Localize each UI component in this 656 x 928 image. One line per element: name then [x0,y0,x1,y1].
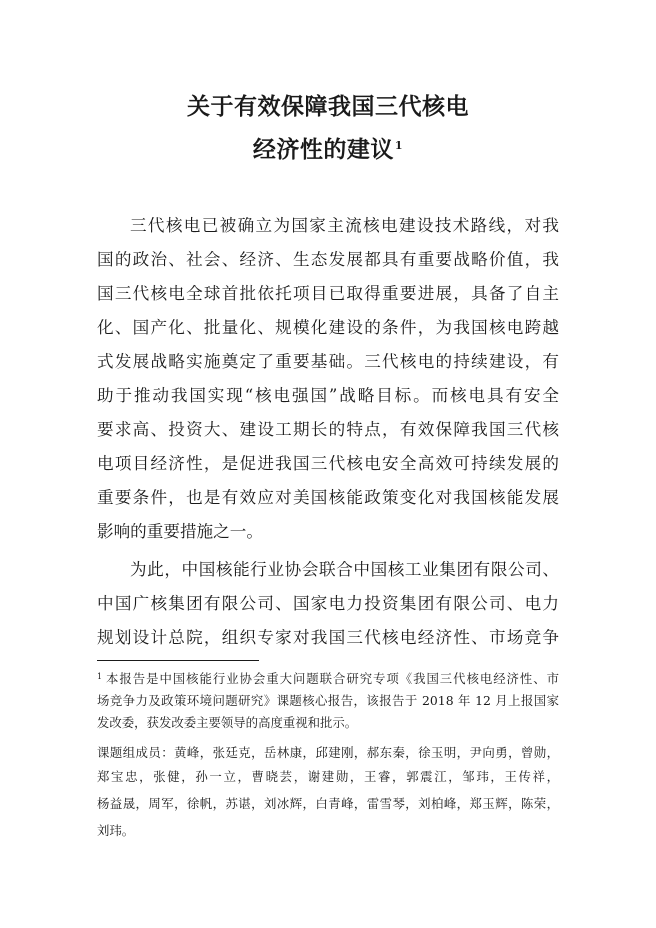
document-title-line-2 [0,135,656,165]
body-line-1: 三代核电已被确立为国家主流核电建设技术路线，对我 [130,216,559,235]
footnote-marker: 1 [97,672,103,681]
members-line-2: 郑宝忠，张健，孙一立，曹晓芸，谢建勋，王睿，郭震江，邹玮，王传祥， [97,769,559,784]
body-line-13: 规划设计总院，组织专家对我国三代核电经济性、市场竞争 [97,628,559,647]
body-line-9: 重要条件，也是有效应对美国核能政策变化对我国核能发展 [97,488,559,507]
body-line-2: 国的政治、社会、经济、生态发展都具有重要战略价值，我 [97,250,559,269]
title-footnote-ref: 1 [394,139,404,152]
footnote-line-1 [97,670,559,688]
footnote-text-1: 本报告是中国核能行业协会重大问题联合研究专项《我国三代核电经济性、市 [105,671,559,686]
members-line-3: 杨益晟，周军，徐帆，苏谌，刘冰辉，白青峰，雷雪琴，刘柏峰，郑玉辉，陈荣， [97,796,559,811]
footnote-line-3: 发改委，获发改委主要领导的高度重视和批示。 [97,715,358,730]
title-text-2: 经济性的建议 [252,136,394,163]
body-line-5: 式发展战略实施奠定了重要基础。三代核电的持续建设，有 [97,352,559,371]
body-line-10: 影响的重要措施之一。 [97,522,263,541]
body-line-7: 要求高、投资大、建设工期长的特点，有效保障我国三代核 [97,420,559,439]
body-line-11: 为此，中国核能行业协会联合中国核工业集团有限公司、 [130,560,559,579]
body-line-8: 电项目经济性，是促进我国三代核电安全高效可持续发展的 [97,454,559,473]
footnote-line-2: 场竞争力及政策环境问题研究》课题核心报告，该报告于 2018 年 12 月上报国家 [97,693,559,708]
body-line-4: 化、国产化、批量化、规模化建设的条件，为我国核电跨越 [97,318,559,337]
members-line-4: 刘玮。 [97,823,135,838]
body-line-12: 中国广核集团有限公司、国家电力投资集团有限公司、电力 [97,594,559,613]
document-title-line-1 [0,92,656,122]
title-text-1: 关于有效保障我国三代核电 [187,93,469,120]
members-line-1: 课题组成员：黄峰，张廷克，岳林康，邱建刚，郝东秦，徐玉明，尹向勇，曾勋， [97,745,559,760]
footnote-divider [97,660,259,661]
body-line-6: 助于推动我国实现“核电强国”战略目标。而核电具有安全 [97,386,559,405]
body-line-3: 国三代核电全球首批依托项目已取得重要进展，具备了自主 [97,284,559,303]
